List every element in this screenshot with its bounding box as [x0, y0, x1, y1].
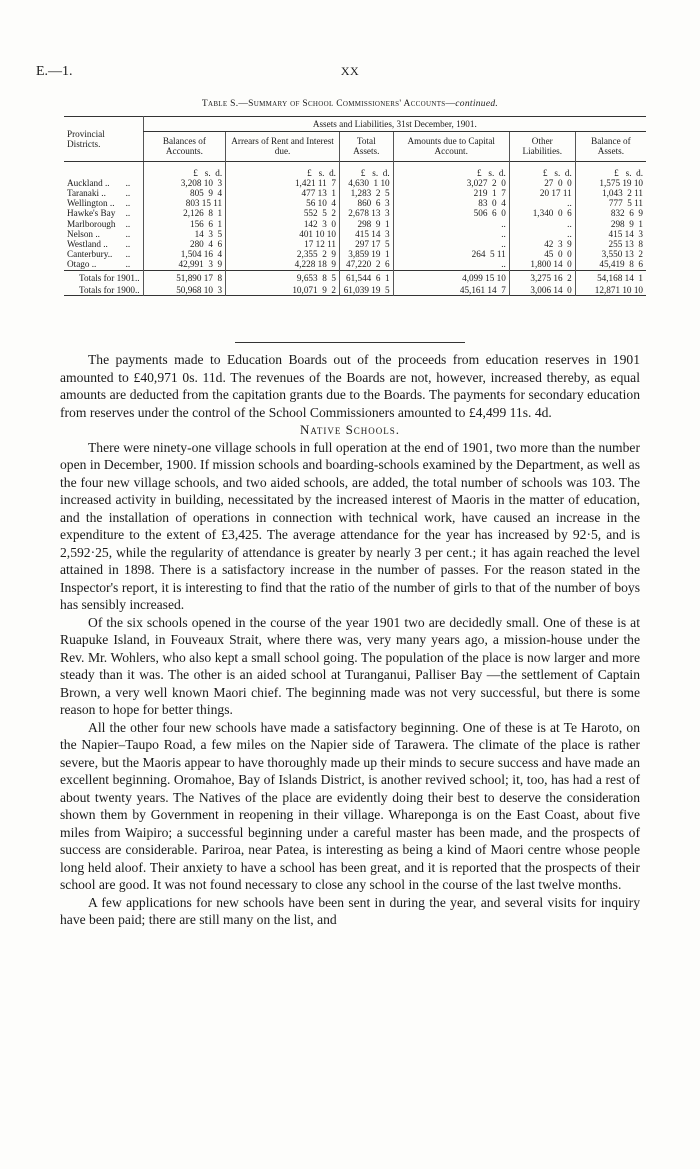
amount-cell: 415 14 3	[339, 229, 393, 239]
section-divider	[235, 342, 465, 343]
amount-cell: 1,504 16 4	[143, 249, 226, 259]
leader-dots: ..	[125, 259, 131, 270]
table-body	[64, 161, 646, 295]
amount-cell: ..	[509, 198, 575, 208]
table-row	[64, 208, 646, 218]
unit-cell: £ s. d.	[575, 161, 646, 178]
paragraph-village-schools: There were ninety-one village schools in full operation at the end of 1901, two more than the number open in December, 1900. If mission schools and boarding-schools examined by the Department, as well as the four new village schools, and two aided schools, are added, the total number of schools was 103. The increased activity in building, necessitated by the increased interest of Maoris in the matter of education, and the installation of operations in connection with technical work, have caused an increase in the expenditure to the extent of £3,425. The average attendance for the year has increased by 92·5, and is 2,592·25, while the regularity of attendance is greater by nearly 3 per cent.; it has again reached the level attained in 1898. There is a satisfactory increase in the number of passes. For the reason stated in the Inspector's report, it is interesting to find that the ratio of the number of girls to that of the number of boys has sensibly increased.	[60, 439, 640, 612]
amount-cell: 298 9 1	[575, 219, 646, 229]
amount-cell: ..	[393, 239, 509, 249]
accounts-table	[64, 116, 646, 296]
district-name: Nelson ..	[67, 228, 100, 239]
amount-cell: 832 6 9	[575, 208, 646, 218]
amount-cell: 45 0 0	[509, 249, 575, 259]
amount-cell: 297 17 5	[339, 239, 393, 249]
unit-cell: £ s. d.	[393, 161, 509, 178]
table-row	[64, 229, 646, 239]
total-amount-cell: 51,890 17 8	[143, 270, 226, 283]
amount-cell: 3,208 10 3	[143, 178, 226, 188]
amount-cell: 3,859 19 1	[339, 249, 393, 259]
amount-cell: ..	[509, 219, 575, 229]
table-row	[64, 239, 646, 249]
amount-cell: 1,043 2 11	[575, 188, 646, 198]
leader-dots: ..	[125, 239, 131, 250]
amount-cell: 14 3 5	[143, 229, 226, 239]
table-row	[64, 249, 646, 259]
totals-row	[64, 270, 646, 283]
district-name: Auckland ..	[67, 177, 110, 188]
district-name: Marlborough	[67, 218, 116, 229]
paragraph-applications: A few applications for new schools have been sent in during the year, and several visits for inquiry have been paid; there are still many on the list, and	[60, 894, 640, 927]
amount-cell: 255 13 8	[575, 239, 646, 249]
amount-cell: 27 0 0	[509, 178, 575, 188]
amount-cell: 42 3 9	[509, 239, 575, 249]
amount-cell: 47,220 2 6	[339, 259, 393, 270]
district-name: Taranaki ..	[67, 188, 106, 199]
amount-cell: 17 12 11	[226, 239, 340, 249]
amount-cell: 415 14 3	[575, 229, 646, 239]
table-row	[64, 219, 646, 229]
amount-cell: 219 1 7	[393, 188, 509, 198]
leader-dots: ..	[125, 208, 131, 219]
section-heading-native-schools: Native Schools.	[299, 422, 401, 437]
total-amount-cell: 3,275 16 2	[509, 270, 575, 283]
totals-row	[64, 283, 646, 296]
amount-cell: ..	[393, 229, 509, 239]
amount-cell: 45,419 8 6	[575, 259, 646, 270]
total-amount-cell: 54,168 14 1	[575, 270, 646, 283]
amount-cell: 3,550 13 2	[575, 249, 646, 259]
amount-cell: 4,630 1 10	[339, 178, 393, 188]
amount-cell: 1,283 2 5	[339, 188, 393, 198]
total-amount-cell: 3,006 14 0	[509, 283, 575, 296]
unit-row	[64, 161, 646, 178]
table-title-suffix: continued.	[455, 99, 499, 109]
table-title	[0, 99, 700, 109]
amount-cell: 20 17 11	[509, 188, 575, 198]
table-title-main: Table S.—Summary of School Commissioners' Accounts—	[201, 99, 456, 109]
col-header-other-liabilities: Other Liabilities.	[509, 132, 575, 161]
table-row	[64, 188, 646, 198]
amount-cell: 2,355 2 9	[226, 249, 340, 259]
amount-cell: 56 10 4	[226, 198, 340, 208]
amount-cell: ..	[393, 259, 509, 270]
amount-cell: 156 6 1	[143, 219, 226, 229]
page-number: XX	[340, 64, 360, 78]
total-amount-cell: 61,544 6 1	[339, 270, 393, 283]
col-group-header: Assets and Liabilities, 31st December, 1901.	[143, 117, 646, 132]
leader-dots: ..	[125, 228, 131, 239]
col-header-districts: Provincial Districts.	[64, 117, 143, 162]
amount-cell: 298 9 1	[339, 219, 393, 229]
amount-cell: 2,126 8 1	[143, 208, 226, 218]
district-name: Wellington ..	[67, 198, 115, 209]
total-amount-cell: 10,071 9 2	[226, 283, 340, 296]
amount-cell: 3,027 2 0	[393, 178, 509, 188]
amount-cell: ..	[509, 229, 575, 239]
unit-cell: £ s. d.	[509, 161, 575, 178]
amount-cell: 83 0 4	[393, 198, 509, 208]
unit-cell: £ s. d.	[339, 161, 393, 178]
paragraph-other-schools: All the other four new schools have made a satisfactory beginning. One of these is at Te Haroto, on the Napier–Taupo Road, a few miles on the Napier side of Tarawera. The climate of the place is rather severe, but the Maoris appear to have thoroughly made up their minds to secure success and have made an excellent beginning. Oromahoe, Bay of Islands District, is another revived school; it, too, has had a rest of about twenty years. The Natives of the place are evidently doing their best to deserve the consideration shown them by Government in reopening in their village. Whareponga is on the East Coast, about five miles from Waipiro; a successful beginning under a careful master has been made, and the prospects of success are considerable. Pariroa, near Patea, is interesting as being a kind of Maori centre whose people long held aloof. Their anxiety to have a school has been great, and it is reported that the prospects of their school are good. It was not found necessary to close any school in the course of the last twelve months.	[60, 719, 640, 892]
amount-cell: 805 9 4	[143, 188, 226, 198]
district-name: Hawke's Bay	[67, 208, 116, 219]
leader-dots: ..	[125, 249, 131, 260]
unit-cell: £ s. d.	[143, 161, 226, 178]
amount-cell: 1,800 14 0	[509, 259, 575, 270]
table-row	[64, 178, 646, 188]
col-header-balances: Balances of Accounts.	[143, 132, 226, 161]
report-code: E.—1.	[36, 64, 73, 79]
paragraph-education-reserves: The payments made to Education Boards out of the proceeds from education reserves in 1901 amounted to £40,971 0s. 11d. The revenues of the Boards are not, however, increased thereby, as equal amounts are deducted from the capitation grants due to the Boards. The payments for secondary education from reserves under the control of the School Commissioners amounted to £4,499 11s. 4d.	[60, 352, 640, 420]
paragraph-new-schools: Of the six schools opened in the course of the year 1901 two are decidedly small. One of these is at Ruapuke Island, in Fouveaux Strait, where there was, very many years ago, a mission-house under the Rev. Mr. Wohlers, who also kept a small school going. The population of the place is now larger and more steady than it was. The other is an aided school at Turanganui, Palliser Bay —the settlement of Captain Brown, a very well known Maori chief. The beginning made was not very successful, but there is some reason to hope for better things.	[60, 614, 640, 717]
total-amount-cell: 61,039 19 5	[339, 283, 393, 296]
amount-cell: 477 13 1	[226, 188, 340, 198]
table-row	[64, 198, 646, 208]
amount-cell: 803 15 11	[143, 198, 226, 208]
amount-cell: 860 6 3	[339, 198, 393, 208]
amount-cell: 1,421 11 7	[226, 178, 340, 188]
leader-dots: ..	[125, 218, 131, 229]
col-header-balance-assets: Balance of Assets.	[575, 132, 646, 161]
district-name: Canterbury..	[67, 249, 113, 260]
amount-cell: 264 5 11	[393, 249, 509, 259]
total-amount-cell: 50,968 10 3	[143, 283, 226, 296]
total-amount-cell: 45,161 14 7	[393, 283, 509, 296]
total-amount-cell: 4,099 15 10	[393, 270, 509, 283]
amount-cell: 142 3 0	[226, 219, 340, 229]
unit-cell: £ s. d.	[226, 161, 340, 178]
leader-dots: ..	[125, 177, 131, 188]
amount-cell: 401 10 10	[226, 229, 340, 239]
total-amount-cell: 12,871 10 10	[575, 283, 646, 296]
amount-cell: 4,228 18 9	[226, 259, 340, 270]
amount-cell: 1,340 0 6	[509, 208, 575, 218]
col-header-amounts-due: Amounts due to Capital Account.	[393, 132, 509, 161]
table-row	[64, 259, 646, 270]
amount-cell: 777 5 11	[575, 198, 646, 208]
district-name: Westland ..	[67, 239, 108, 250]
totals-label: Totals for 1901..	[79, 272, 140, 283]
col-header-arrears: Arrears of Rent and Interest due.	[226, 132, 340, 161]
amount-cell: 2,678 13 3	[339, 208, 393, 218]
leader-dots: ..	[125, 198, 131, 209]
amount-cell: ..	[393, 219, 509, 229]
amount-cell: 42,991 3 9	[143, 259, 226, 270]
totals-label: Totals for 1900..	[79, 284, 140, 295]
district-name: Otago ..	[67, 259, 97, 270]
body-text	[60, 351, 640, 929]
amount-cell: 280 4 6	[143, 239, 226, 249]
leader-dots: ..	[125, 188, 131, 199]
amount-cell: 1,575 19 10	[575, 178, 646, 188]
amount-cell: 506 6 0	[393, 208, 509, 218]
col-header-total-assets: Total Assets.	[339, 132, 393, 161]
total-amount-cell: 9,653 8 5	[226, 270, 340, 283]
amount-cell: 552 5 2	[226, 208, 340, 218]
